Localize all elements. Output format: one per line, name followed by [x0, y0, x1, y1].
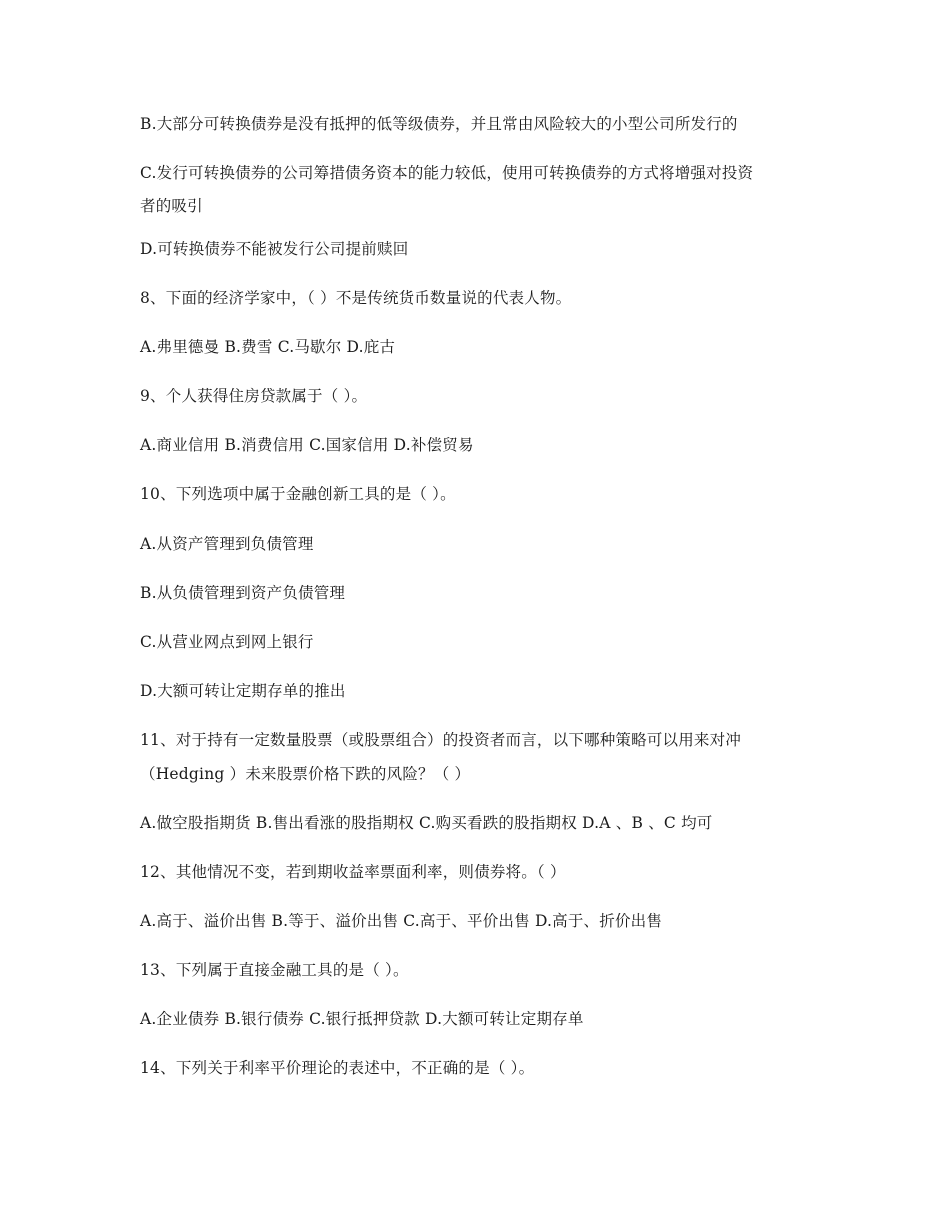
question-14: 14、下列关于利率平价理论的表述中，不正确的是（ ）。 — [140, 1059, 535, 1077]
question-11-continued: （Hedging ）未来股票价格下跌的风险？（ ） — [140, 765, 471, 783]
question-8-options: A.弗里德曼 B.费雪 C.马歇尔 D.庇古 — [140, 338, 396, 356]
question-13: 13、下列属于直接金融工具的是（ ）。 — [140, 961, 409, 979]
option-b-line: B.大部分可转换债券是没有抵押的低等级债券，并且常由风险较大的小型公司所发行的 — [140, 115, 738, 133]
question-12: 12、其他情况不变，若到期收益率票面利率，则债券将。（ ） — [140, 863, 566, 881]
question-10: 10、下列选项中属于金融创新工具的是（ ）。 — [140, 485, 456, 503]
question-9: 9、个人获得住房贷款属于（ ）。 — [140, 387, 368, 405]
question-10-option-a: A.从资产管理到负债管理 — [140, 535, 314, 553]
question-9-options: A.商业信用 B.消费信用 C.国家信用 D.补偿贸易 — [140, 436, 474, 454]
question-10-option-d: D.大额可转让定期存单的推出 — [140, 682, 346, 700]
option-c-line: C.发行可转换债券的公司筹措债务资本的能力较低，使用可转换债券的方式将增强对投资 — [140, 164, 754, 182]
question-12-options: A.高于、溢价出售 B.等于、溢价出售 C.高于、平价出售 D.高于、折价出售 — [140, 912, 663, 930]
question-8: 8、下面的经济学家中，（ ）不是传统货币数量说的代表人物。 — [140, 289, 572, 307]
option-c-continued-line: 者的吸引 — [140, 197, 203, 215]
question-13-options: A.企业债券 B.银行债券 C.银行抵押贷款 D.大额可转让定期存单 — [140, 1010, 584, 1028]
question-10-option-b: B.从负债管理到资产负债管理 — [140, 584, 346, 602]
option-d-line: D.可转换债券不能被发行公司提前赎回 — [140, 240, 409, 258]
question-10-option-c: C.从营业网点到网上银行 — [140, 633, 314, 651]
question-11: 11、对于持有一定数量股票（或股票组合）的投资者而言，以下哪种策略可以用来对冲 — [140, 731, 742, 749]
question-11-options: A.做空股指期货 B.售出看涨的股指期权 C.购买看跌的股指期权 D.A 、B 、C 均可 — [140, 814, 713, 832]
